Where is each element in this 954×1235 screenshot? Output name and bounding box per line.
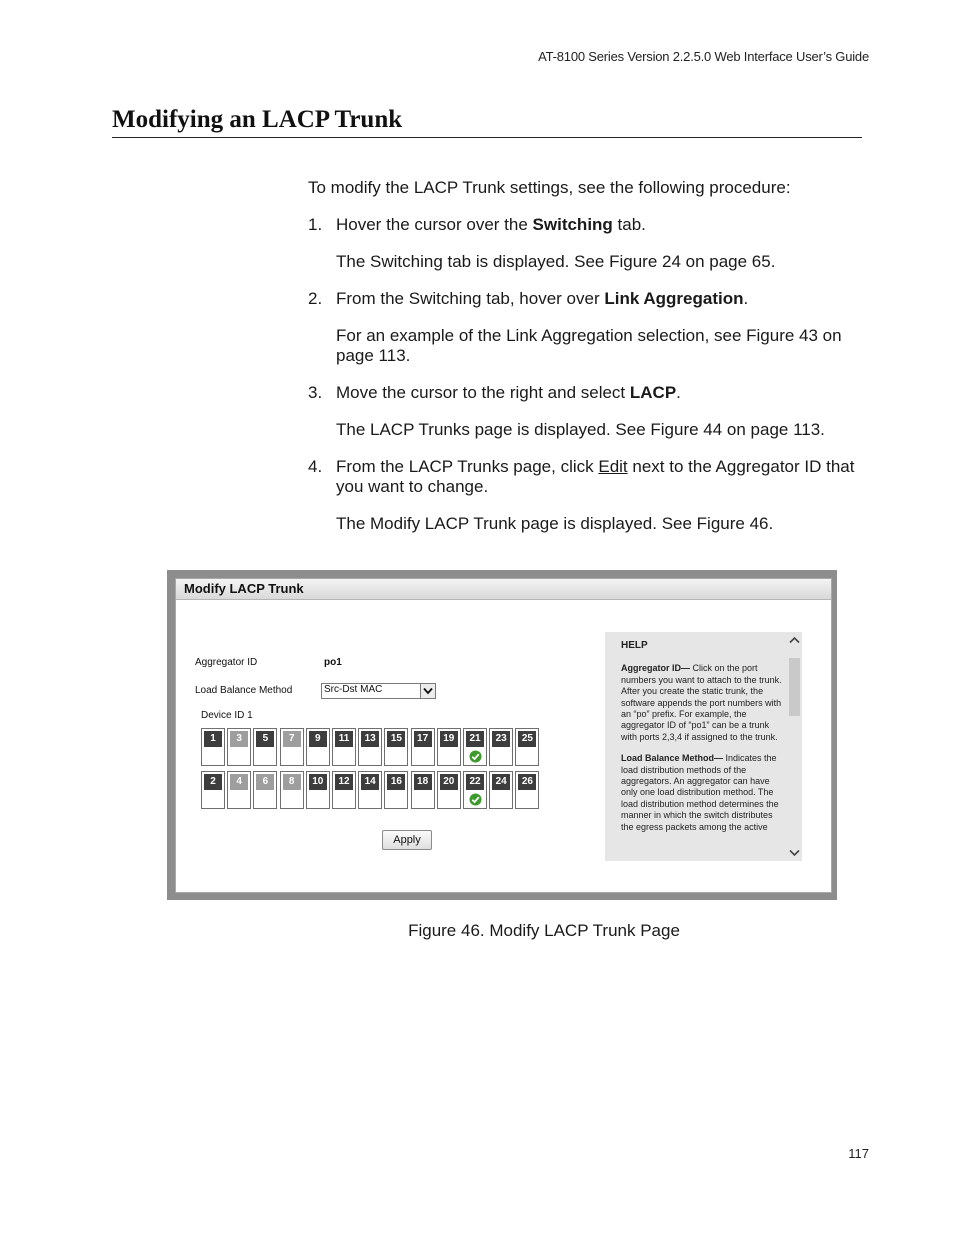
port-number: 18 — [414, 774, 432, 790]
load-balance-select[interactable] — [321, 683, 436, 699]
step-text: . — [676, 383, 681, 402]
port-number: 1 — [204, 731, 222, 747]
step-result: For an example of the Link Aggregation selection, see Figure 43 on page 113. — [336, 326, 842, 365]
help-aggregator-id — [621, 663, 784, 743]
port-12-checkbox[interactable] — [332, 771, 356, 809]
port-number: 22 — [466, 774, 484, 790]
aggregator-id-value: po1 — [324, 657, 342, 668]
help-load-balance — [621, 753, 784, 833]
port-number: 20 — [440, 774, 458, 790]
modify-lacp-trunk-panel — [175, 578, 832, 893]
panel-title: Modify LACP Trunk — [184, 581, 304, 596]
help-term: Load Balance Method— — [621, 753, 724, 764]
port-26-checkbox[interactable] — [515, 771, 539, 809]
port-25-checkbox[interactable] — [515, 728, 539, 766]
port-number: 21 — [466, 731, 484, 747]
port-16-checkbox[interactable] — [384, 771, 408, 809]
help-text: Indicates the load distribution methods of the aggregators. An aggregator can have only one load distribution method. The load distribution method determines the manner in which the switch distributes the egress packets among the active — [621, 753, 779, 832]
help-pane — [605, 632, 802, 861]
port-8-checkbox[interactable] — [280, 771, 304, 809]
step-emphasis: LACP — [629, 383, 677, 402]
load-balance-selected: Src-Dst MAC — [324, 684, 383, 695]
procedure-intro: To modify the LACP Trunk settings, see the following procedure: — [308, 178, 791, 197]
port-1-checkbox[interactable] — [201, 728, 225, 766]
step-number: 1. — [308, 215, 323, 234]
checkmark-icon — [469, 750, 482, 763]
port-number: 16 — [387, 774, 405, 790]
figure-screenshot — [167, 570, 837, 900]
port-3-checkbox[interactable] — [227, 728, 251, 766]
port-number: 13 — [361, 731, 379, 747]
running-header: AT-8100 Series Version 2.2.5.0 Web Interface User’s Guide — [538, 49, 869, 64]
figure-caption — [0, 921, 954, 941]
port-2-checkbox[interactable] — [201, 771, 225, 809]
port-15-checkbox[interactable] — [384, 728, 408, 766]
port-number: 14 — [361, 774, 379, 790]
port-number: 11 — [335, 731, 353, 747]
step-result: The LACP Trunks page is displayed. See Figure 44 on page 113. — [336, 420, 825, 439]
help-term: Aggregator ID— — [621, 663, 691, 674]
step-emphasis: Link Aggregation — [604, 289, 744, 308]
port-7-checkbox[interactable] — [280, 728, 304, 766]
port-number: 24 — [492, 774, 510, 790]
step-number: 2. — [308, 289, 323, 308]
step-text: From the Switching tab, hover over — [336, 289, 605, 308]
port-19-checkbox[interactable] — [437, 728, 461, 766]
port-number: 19 — [440, 731, 458, 747]
load-balance-label: Load Balance Method — [195, 685, 293, 696]
dropdown-button[interactable] — [420, 684, 435, 698]
port-9-checkbox[interactable] — [306, 728, 330, 766]
caption-text: Figure 46. Modify LACP Trunk Page — [408, 921, 680, 940]
port-number: 10 — [309, 774, 327, 790]
procedure — [308, 178, 864, 551]
scroll-thumb[interactable] — [789, 658, 800, 716]
port-number: 4 — [230, 774, 248, 790]
edit-link[interactable]: Edit — [598, 457, 628, 476]
help-scrollbar[interactable] — [787, 632, 802, 861]
port-number: 25 — [518, 731, 536, 747]
checkmark-icon — [469, 793, 482, 806]
chevron-down-icon[interactable] — [789, 849, 800, 857]
port-number: 23 — [492, 731, 510, 747]
port-20-checkbox[interactable] — [437, 771, 461, 809]
step-number: 4. — [308, 457, 323, 476]
device-id-label: Device ID 1 — [201, 710, 253, 721]
step-text: Hover the cursor over the — [336, 215, 533, 234]
step-text: next to the Aggregator ID that you want to change. — [336, 457, 855, 496]
step-text: tab. — [612, 215, 646, 234]
chevron-down-icon — [423, 687, 433, 695]
aggregator-id-label: Aggregator ID — [195, 657, 258, 668]
step-3 — [308, 383, 864, 440]
port-number: 26 — [518, 774, 536, 790]
port-number: 2 — [204, 774, 222, 790]
help-title: HELP — [621, 640, 648, 651]
step-text: From the LACP Trunks page, click — [336, 457, 599, 476]
apply-button[interactable]: Apply — [382, 830, 432, 850]
step-result: The Switching tab is displayed. See Figure 24 on page 65. — [336, 252, 776, 271]
port-21-checkbox[interactable] — [463, 728, 487, 766]
port-10-checkbox[interactable] — [306, 771, 330, 809]
port-number: 6 — [256, 774, 274, 790]
panel-title-bar — [176, 579, 831, 600]
step-2 — [308, 289, 864, 366]
step-1 — [308, 215, 864, 272]
port-number: 7 — [283, 731, 301, 747]
port-5-checkbox[interactable] — [253, 728, 277, 766]
help-text: Click on the port numbers you want to attach to the trunk. After you create the static trunk, the software appends the port numbers with an “po” prefix. For example, the aggregator ID of “po1” can be a trunk with ports 2,3,4 if assigned to the trunk. — [621, 663, 782, 742]
port-4-checkbox[interactable] — [227, 771, 251, 809]
port-number: 15 — [387, 731, 405, 747]
port-17-checkbox[interactable] — [411, 728, 435, 766]
step-result: The Modify LACP Trunk page is displayed. See Figure 46. — [336, 514, 774, 533]
port-22-checkbox[interactable] — [463, 771, 487, 809]
port-number: 3 — [230, 731, 248, 747]
port-23-checkbox[interactable] — [489, 728, 513, 766]
port-13-checkbox[interactable] — [358, 728, 382, 766]
step-emphasis: Switching — [532, 215, 613, 234]
page-number: 117 — [848, 1146, 869, 1161]
port-number: 9 — [309, 731, 327, 747]
port-number: 5 — [256, 731, 274, 747]
port-number: 17 — [414, 731, 432, 747]
chevron-up-icon[interactable] — [789, 636, 800, 644]
port-number: 8 — [283, 774, 301, 790]
step-text: . — [743, 289, 749, 308]
port-14-checkbox[interactable] — [358, 771, 382, 809]
section-title: Modifying an LACP Trunk — [112, 106, 862, 138]
port-18-checkbox[interactable] — [411, 771, 435, 809]
port-6-checkbox[interactable] — [253, 771, 277, 809]
step-text: Move the cursor to the right and select — [336, 383, 630, 402]
port-number: 12 — [335, 774, 353, 790]
port-11-checkbox[interactable] — [332, 728, 356, 766]
step-4 — [308, 457, 864, 534]
step-number: 3. — [308, 383, 323, 402]
help-content — [621, 640, 784, 843]
port-24-checkbox[interactable] — [489, 771, 513, 809]
